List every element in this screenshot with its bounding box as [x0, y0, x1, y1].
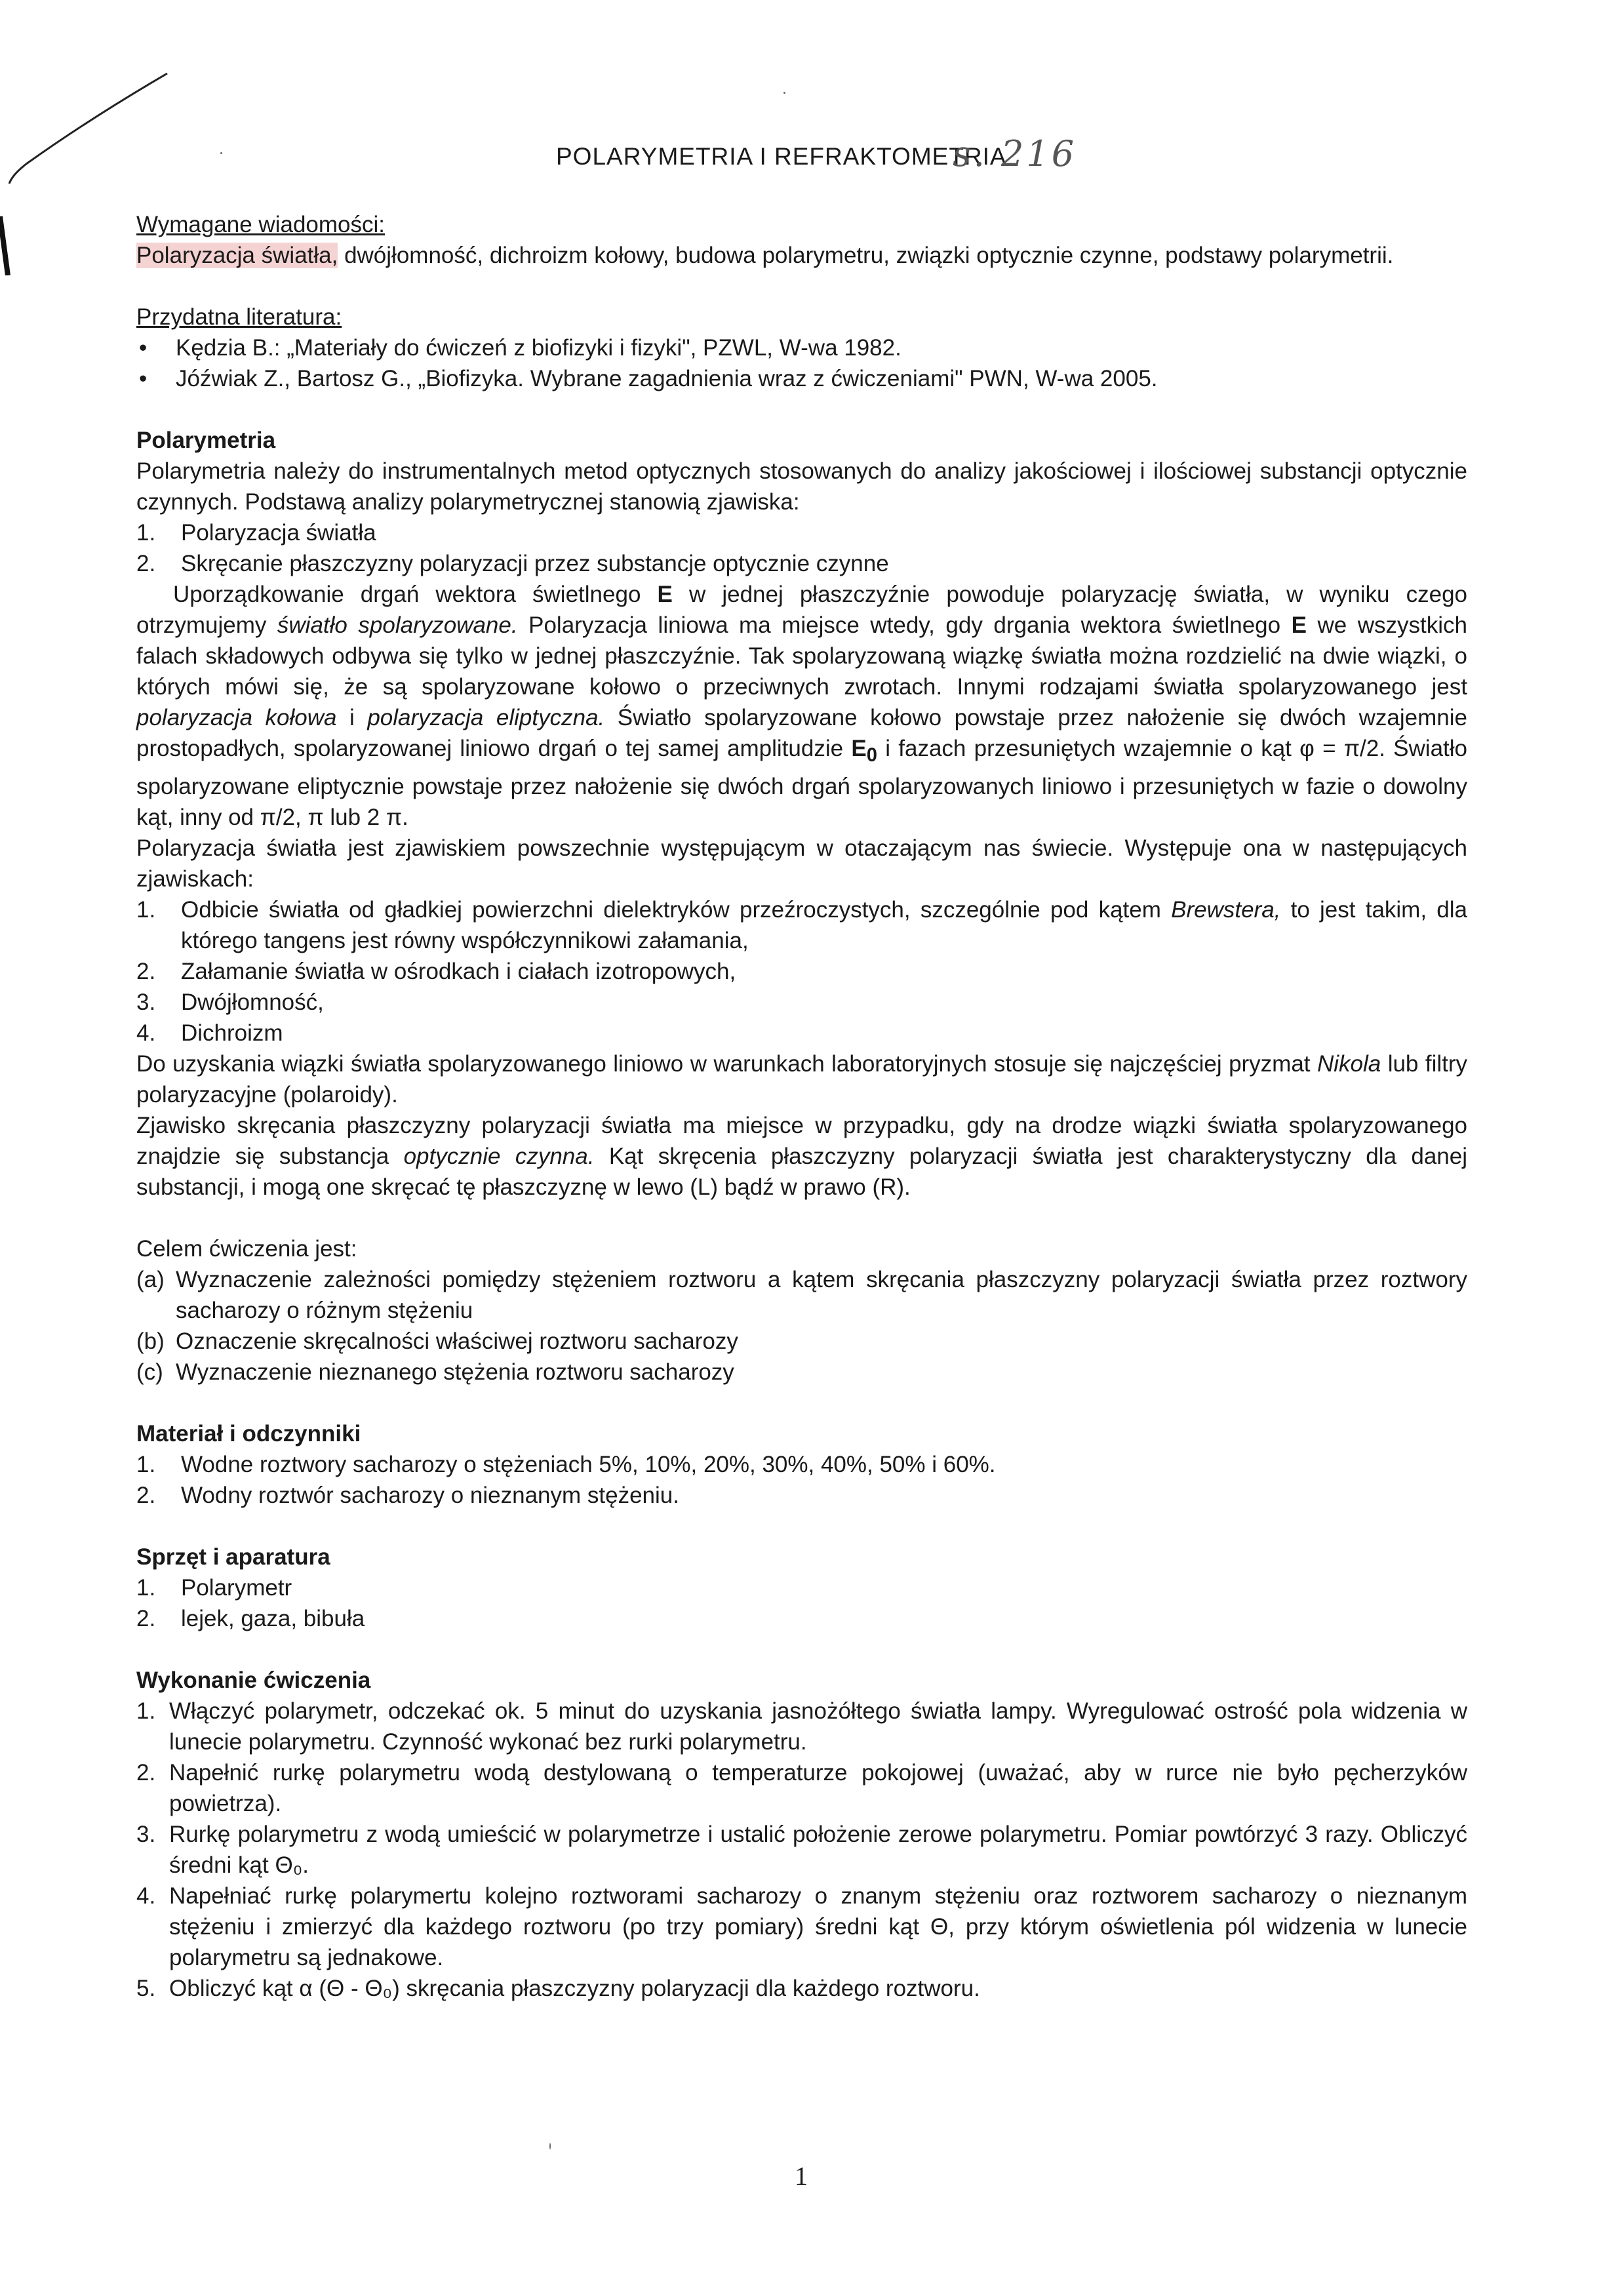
equipment-list — [136, 1572, 1467, 1634]
scan-speck — [220, 152, 222, 154]
materials-list — [136, 1449, 1467, 1511]
page-title: POLARYMETRIA I REFRAKTOMETRIA — [556, 143, 1007, 170]
list-item: 1. Włączyć polarymetr, odczekać ok. 5 minut do uzyskania jasnożółtego światła lampy. Wyregulować ostrość pola widzenia w lunecie polarymetru. Czynność wykonać bez rurki polarymetru. — [136, 1698, 1467, 1755]
list-item: 2. lejek, gaza, bibuła — [136, 1606, 365, 1631]
list-item: 4. Napełniać rurkę polarymertu kolejno roztworami sacharozy o znanym stężeniu oraz roztworem sacharozy o nieznanym stężeniu i zmierzyć dla każdego roztworu (po trzy pomiary) średni kąt Θ, przy którym oświetlenia pól widzenia w lunecie polarymetru są jednakowe. — [136, 1883, 1467, 1970]
list-item: (c) Wyznaczenie nieznanego stężenia roztworu sacharozy — [136, 1359, 734, 1385]
list-item: 4. Dichroizm — [136, 1020, 283, 1046]
literature-list — [136, 332, 1467, 394]
requirements-heading: Wymagane wiadomości: — [136, 212, 386, 237]
list-item: 5. Obliczyć kąt α (Θ - Θ₀) skręcania płaszczyzny polaryzacji dla każdego roztworu. — [136, 1976, 980, 2001]
list-item: 2. Napełnić rurkę polarymetru wodą destylowaną o temperaturze pokojowej (uważać, aby w rurce nie było pęcherzyków powietrza). — [136, 1760, 1467, 1816]
polarization-paragraph: Uporządkowanie drgań wektora świetlnego E w jednej płaszczyźnie powoduje polaryzację światła, w wyniku czego otrzymujemy światło spolaryzowane. Polaryzacja liniowa ma miejsce wtedy, gdy drgania wektora świetlnego E we wszystkich falach składowych odbywa się tylko w jednej płaszczyźnie. Tak spolaryzowaną wiązkę światła można rozdzielić na dwie wiązki, o których mówi się, że są spolaryzowane kołowo o przeciwnych zwrotach. Innymi rodzajami światła spolaryzowanego jest polaryzacja kołowa i polaryzacja eliptyczna. Światło spolaryzowane kołowo powstaje przez nałożenie się dwóch wzajemnie prostopadłych, spolaryzowanej liniowo drgań o tej samej amplitudzie $E_0$ i fazach przesuniętych wzajemnie o kąt φ = π/2. Światło spolaryzowane eliptycznie powstaje przez nałożenie się dwóch drgań spolaryzowanych liniowo i przesuniętych w fazie o dowolny kąt, inny od π/2, π lub 2 π. — [136, 582, 1468, 830]
requirements-text: Polaryzacja światła, dwójłomność, dichroizm kołowy, budowa polarymetru, związki optycznie czynne, podstawy polarymetrii. — [136, 243, 1394, 268]
list-item: 2. Załamanie światła w ośrodkach i ciałach izotropowych, — [136, 959, 736, 984]
scan-speck — [783, 92, 785, 94]
list-item: • Jóźwiak Z., Bartosz G., „Biofizyka. Wybrane zagadnienia wraz z ćwiczeniami" PWN, W-wa 2005. — [136, 363, 1467, 394]
nicol-paragraph: Do uzyskania wiązki światła spolaryzowanego liniowo w warunkach laboratoryjnych stosuje się najczęściej pryzmat Nikola lub filtry polaryzacyjne (polaroidy). — [136, 1051, 1467, 1108]
procedure-list — [136, 1696, 1467, 2004]
list-item: 2. Skręcanie płaszczyzny polaryzacji przez substancje optycznie czynne — [136, 551, 889, 576]
list-item: 3. Rurkę polarymetru z wodą umieścić w polarymetrze i ustalić położenie zerowe polarymetru. Pomiar powtórzyć 3 razy. Obliczyć średni kąt Θ₀. — [136, 1822, 1467, 1878]
list-item: (a) Wyznaczenie zależności pomiędzy stężeniem roztworu a kątem skręcania płaszczyzny polaryzacji światła przez roztwory sacharozy o różnym stężeniu — [136, 1267, 1467, 1323]
goals-list — [136, 1264, 1467, 1387]
goals-heading: Celem ćwiczenia jest: — [136, 1236, 357, 1262]
literature-heading: Przydatna literatura: — [136, 304, 342, 330]
list-item: 1. Polarymetr — [136, 1575, 292, 1601]
phenomena-list — [136, 517, 1467, 579]
list-item: 3. Dwójłomność, — [136, 989, 324, 1015]
handwritten-page-note: s. 216 — [953, 133, 1077, 174]
section-heading-materials: Materiał i odczynniki — [136, 1421, 361, 1447]
occurrence-list — [136, 894, 1467, 1048]
list-item: 1. Wodne roztwory sacharozy o stężeniach 5%, 10%, 20%, 30%, 40%, 50% i 60%. — [136, 1452, 996, 1477]
list-item: 2. Wodny roztwór sacharozy o nieznanym stężeniu. — [136, 1483, 679, 1508]
section-heading-equipment: Sprzęt i aparatura — [136, 1544, 330, 1570]
list-item: 1. Odbicie światła od gładkiej powierzchni dielektryków przeźroczystych, szczególnie pod kątem Brewstera, to jest takim, dla którego tangens jest równy współczynnikowi załamania, — [136, 897, 1467, 953]
document-body — [136, 134, 1467, 2004]
list-item: (b) Oznaczenie skręcalności właściwej roztworu sacharozy — [136, 1328, 738, 1354]
list-item: 1. Polaryzacja światła — [136, 520, 376, 546]
page-number: 1 — [795, 2161, 808, 2191]
title-row — [136, 134, 1467, 193]
list-item: • Kędzia B.: „Materiały do ćwiczeń z biofizyki i fizyki", PZWL, W-wa 1982. — [136, 332, 1467, 363]
scan-speck — [549, 2143, 551, 2149]
occurrence-intro: Polaryzacja światła jest zjawiskiem powszechnie występującym w otaczającym nas świecie. Występuje ona w następujących zjawiskach: — [136, 835, 1467, 892]
section-heading-polarymetria: Polarymetria — [136, 428, 276, 453]
polarymetria-intro: Polarymetria należy do instrumentalnych metod optycznych stosowanych do analizy jakościowej i ilościowej substancji optycznie czynnych. Podstawą analizy polarymetrycznej stanowią zjawiska: — [136, 458, 1467, 515]
requirements-highlight: Polaryzacja światła, — [136, 243, 338, 268]
section-heading-procedure: Wykonanie ćwiczenia — [136, 1667, 371, 1693]
rotation-paragraph: Zjawisko skręcania płaszczyzny polaryzacji światła ma miejsce w przypadku, gdy na drodze wiązki światła spolaryzowanego znajdzie się substancja optycznie czynna. Kąt skręcenia płaszczyzny polaryzacji światła jest charakterystyczny dla danej substancji, i mogą one skręcać tę płaszczyznę w lewo (L) bądź w prawo (R). — [136, 1113, 1467, 1200]
